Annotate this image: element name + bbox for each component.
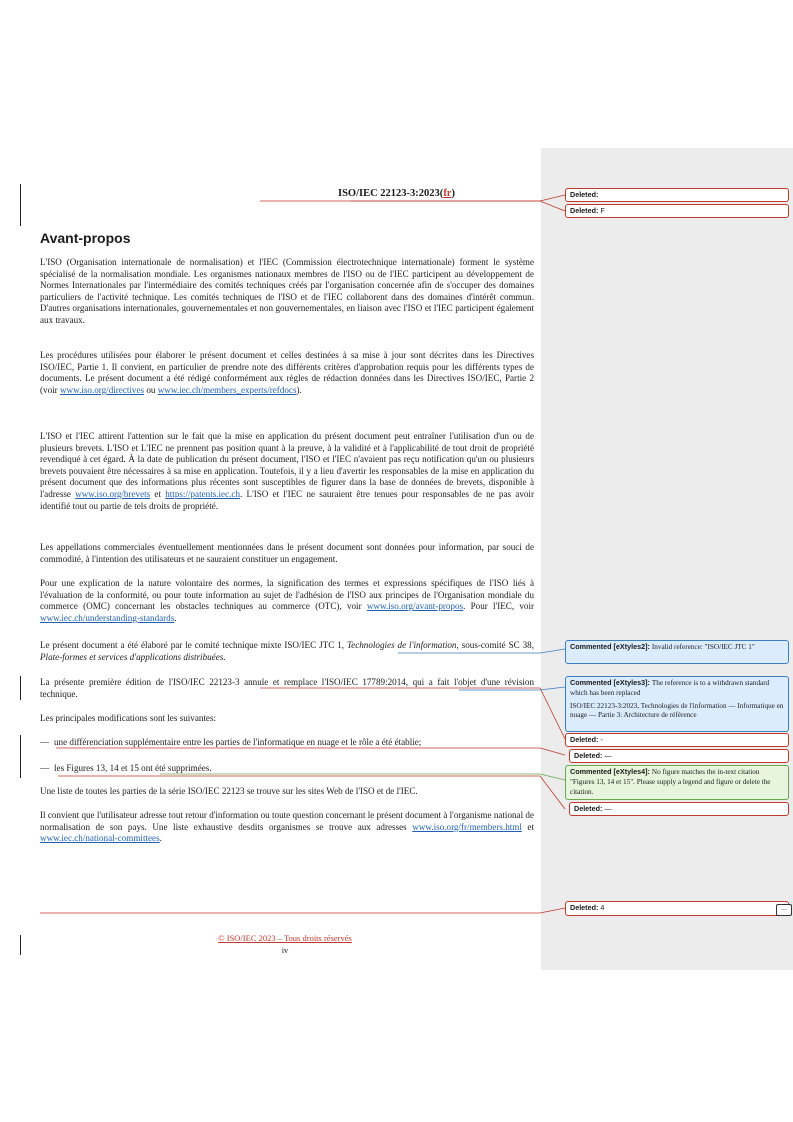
- deleted-balloon[interactable]: Deleted: F: [565, 204, 789, 218]
- paragraph-8: Les principales modifications sont les suivantes:: [40, 713, 217, 723]
- link[interactable]: www.iec.ch/members_experts/refdocs: [157, 384, 297, 395]
- page-number: iv: [281, 945, 289, 955]
- paragraph-4: Les appellations commerciales éventuellement mentionnées dans le présent document sont données pour information, par souci de commodité, à l'intention des utilisateurs et ne sauraient constituer un engagement.: [40, 542, 534, 564]
- comment-balloon[interactable]: Commented [eXtyles4]: No figure matches the in-text citation "Figures 13, 14 et 15". Please supply a legend and figure or delete the citation.: [565, 765, 789, 800]
- link[interactable]: www.iso.org/brevets: [75, 488, 151, 499]
- paragraph-3: L'ISO et l'IEC attirent l'attention sur le fait que la mise en application du présent document peut entraîner l'utilisation d'un ou de plusieurs brevets. L'ISO et L'IEC ne prennent pas position quant à la preuve, à la validité et à l'applicabilité de tout droit de propriété revendiqué à cet égard. À la date de publication du présent document, l'ISO et l'IEC n'avaient pas reçu notification qu'un ou plusieurs brevets pouvaient être nécessaires à sa mise en application. Toutefois, il y a lieu d'avertir les responsables de la mise en application du présent document que des informations plus récentes sont susceptibles de figurer dans la base de données de brevets, disponible à l'adresse www.iso.org/brevets et https://patents.iec.ch. L'ISO et l'IEC ne sauraient être tenues pour responsables de ne pas avoir identifié tout ou partie de tels droits de propriété.: [40, 431, 534, 511]
- link[interactable]: https://patents.iec.ch: [165, 488, 240, 499]
- link[interactable]: www.iec.ch/national-committees: [40, 833, 160, 844]
- deleted-balloon[interactable]: Deleted:: [565, 188, 789, 202]
- deleted-balloon[interactable]: Deleted: —: [569, 749, 789, 763]
- paragraph-1: L'ISO (Organisation internationale de normalisation) et l'IEC (Commission électrotechnique internationale) forment le système spécialisé de la normalisation mondiale. Les organismes nationaux membres de l'ISO ou de l'IEC participent au développement de Normes Internationales par l'intermédiaire des comités techniques créés par l'organisation concernée afin de s'occuper des domaines particuliers de l'activité technique. Les comités techniques de l'ISO et de l'IEC collaborent dans des domaines d'intérêt commun. D'autres organisations internationales, gouvernementales et non gouvernementales, en liaison avec l'ISO et l'IEC participent également aux travaux.: [40, 257, 534, 325]
- comment-balloon[interactable]: Commented [eXtyles3]: The reference is to a withdrawn standard which has been replaced ISO/IEC 22123-3:2023, Technologies de l'information — Informatique en nuage — Partie 3: Architecture de référence: [565, 676, 789, 732]
- footer-copyright: © ISO/IEC 2023 – Tous droits réservés: [218, 933, 352, 943]
- paragraph-5: Pour une explication de la nature volontaire des normes, la signification des termes et expressions spécifiques de l'ISO liés à l'évaluation de la conformité, ou pour toute information au sujet de l'adhésion de l'ISO aux principes de l'Organisation mondiale du commerce (OMC) concernant les obstacles techniques au commerce (OTC), voir www.iso.org/avant-propos. Pour l'IEC, voir www.iec.ch/understanding-standards.: [40, 578, 534, 623]
- paragraph-7: La présente première édition de l'ISO/IEC 22123-3 annule et remplace l'ISO/IEC 17789:2014, qui a fait l'objet d'une révision technique.: [40, 677, 534, 699]
- deleted-balloon[interactable]: Deleted: 4: [565, 901, 789, 916]
- deleted-balloon[interactable]: Deleted: —: [569, 802, 789, 816]
- list-item: — les Figures 13, 14 et 15 ont été supprimées.: [40, 763, 212, 773]
- link[interactable]: www.iso.org/directives: [59, 384, 145, 395]
- deleted-balloon[interactable]: Deleted: -: [565, 733, 789, 747]
- section-heading: Avant-propos: [40, 230, 131, 246]
- paragraph-6: Le présent document a été élaboré par le comité technique mixte ISO/IEC JTC 1, Technologies de l'information, sous-comité SC 38, Plate-formes et services d'applications distribuées.: [40, 640, 534, 662]
- link[interactable]: www.iso.org/fr/members.html: [412, 821, 522, 832]
- document-header: ISO/IEC 22123-3:2023(fr): [338, 188, 455, 199]
- more-options-button[interactable]: ...: [776, 904, 792, 916]
- list-item: — une différenciation supplémentaire entre les parties de l'informatique en nuage et le rôle a été établie;: [40, 737, 422, 747]
- paragraph-9: Une liste de toutes les parties de la série ISO/IEC 22123 se trouve sur les sites Web de l'ISO et de l'IEC.: [40, 786, 418, 796]
- link[interactable]: www.iso.org/avant-propos: [366, 601, 464, 612]
- paragraph-10: Il convient que l'utilisateur adresse tout retour d'information ou toute question concernant le présent document à l'organisme national de normalisation de son pays. Une liste exhaustive desdits organismes se trouve aux adresses www.iso.org/fr/members.html et www.iec.ch/national-committees.: [40, 810, 534, 844]
- comment-balloon[interactable]: Commented [eXtyles2]: Invalid reference: "ISO/IEC JTC 1": [565, 640, 789, 664]
- paragraph-2: Les procédures utilisées pour élaborer le présent document et celles destinées à sa mise à jour sont décrites dans les Directives ISO/IEC, Partie 1. Il convient, en particulier de prendre note des différents critères d'approbation requis pour les différents types de documents. Le présent document a été rédigé conformément aux règles de rédaction données dans les Directives ISO/IEC, Partie 2 (voir www.iso.org/directives ou www.iec.ch/members_experts/refdocs).: [40, 350, 534, 395]
- link[interactable]: www.iec.ch/understanding-standards: [40, 612, 175, 623]
